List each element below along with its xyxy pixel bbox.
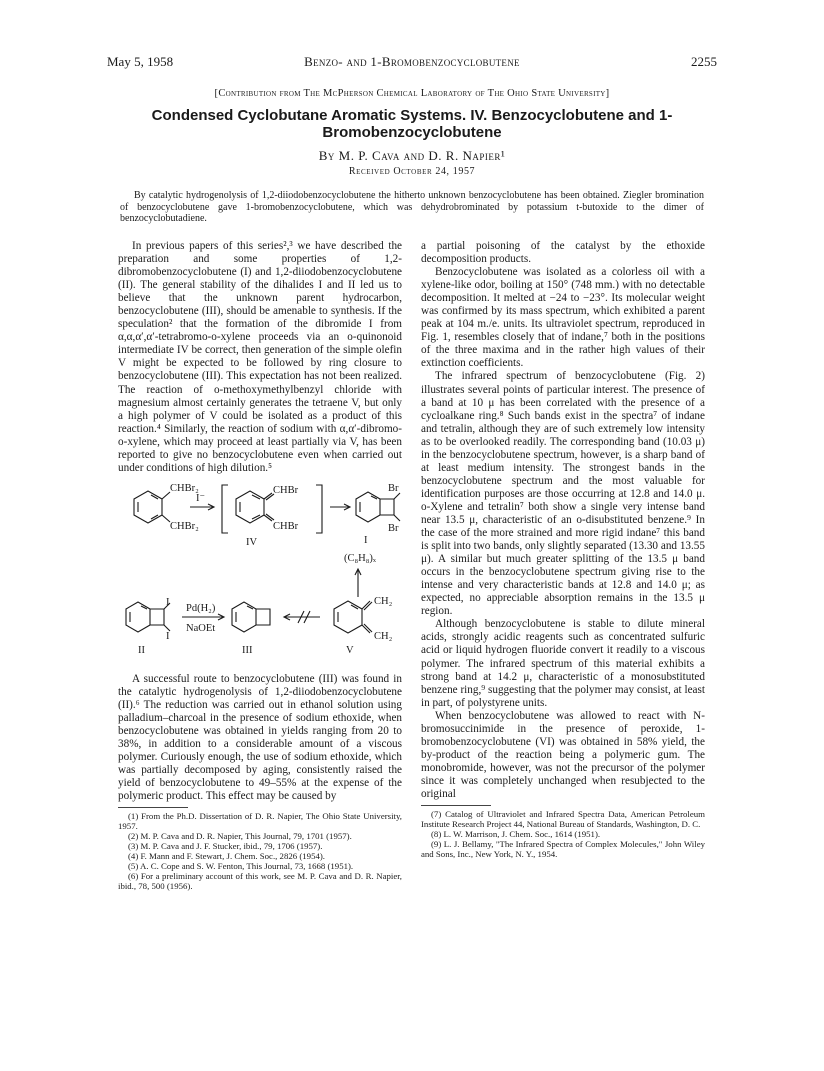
footnote: (2) M. P. Cava and D. R. Napier, This Journal, 79, 1701 (1957).: [128, 831, 352, 842]
article-title: Condensed Cyclobutane Aromatic Systems. IV. Benzocyclobutene and 1-Bromobenzocyclobutene: [151, 107, 673, 141]
compound-label-iv: IV: [246, 536, 258, 548]
compound-label-iii: III: [242, 644, 253, 656]
body-paragraph: The infrared spectrum of benzocyclobutene (Fig. 2) illustrates several points of particular interest. The presence of a band at 10 μ has been correlated with the presence of a cycloalkane ring.⁸ Such bands exist in the spectra⁷ of indane and tetralin, although they are of such extremely low intensity as to be overlooked readily. The corresponding band (10.03 μ) in the benzocyclobutene spectrum, however, is a sharp band of at least medium intensity. The strongest bands in the benzocyclobutene spectrum and the most valuable for identification purposes are those occurring at 12.8 and 14.0 μ. o-Xylene and tetralin⁷ both show a single very intense band near 13.5 μ, characteristic of an o-disubstituted benzene.⁹ In the case of the more strained and more rigid indane⁷ this band is split into two bands, only slightly separated (13.30 and 13.55 μ). A similar but much greater splitting of the 13.5 μ band occurs in the benzocyclobutene spectrum giving rise to the intense and very characteristic bands at 12.8 and 14.0 μ; as expected, no appreciable absorption remains in the 13.5 μ region.: [421, 370, 705, 618]
page-number: 2255: [691, 54, 717, 69]
polymer-formula: (C₈H₈)ₓ: [344, 552, 376, 564]
running-head-date: May 5, 1958: [107, 54, 174, 69]
right-column: [421, 240, 705, 859]
reagent-iodide: I⁻: [196, 492, 206, 504]
footnote: (8) L. W. Marrison, J. Chem. Soc., 1614 (1951).: [431, 829, 601, 840]
compound-label-ii: II: [138, 644, 145, 656]
body-paragraph: When benzocyclobutene was allowed to react with N-bromosuccinimide in the presence of peroxide, 1-bromobenzocyclobutene (VI) was obtained in 58% yield, the by-product of the reaction being a polymeric gum. The monobromide, however, was not the precursor of the polymer since it was completely unchanged when resubjected to the original: [421, 709, 705, 800]
footnote-rule: [421, 805, 491, 806]
footnote: (5) A. C. Cope and S. W. Fenton, This Journal, 73, 1668 (1951).: [128, 861, 354, 872]
reagent-pd-h2: Pd(H₂): [186, 602, 216, 614]
label-iodo-bottom: I: [166, 630, 170, 642]
label-chbr-bottom: CHBr: [273, 520, 299, 532]
label-chbr2-bottom: CHBr₂: [170, 520, 199, 532]
author-byline: By M. P. Cava and D. R. Napier¹: [318, 148, 506, 163]
footnote: (6) For a preliminary account of this work, see M. P. Cava and D. R. Napier, ibid., 78, 500 (1956).: [118, 871, 402, 892]
footnote: (3) M. P. Cava and J. F. Stucker, ibid., 79, 1706 (1957).: [128, 841, 323, 852]
label-iodo-top: I: [166, 596, 170, 608]
body-paragraph: a partial poisoning of the catalyst by the ethoxide decomposition products.: [421, 240, 705, 266]
footnotes-right: [421, 809, 705, 859]
reagent-naoet: NaOEt: [186, 622, 216, 634]
abstract: By catalytic hydrogenolysis of 1,2-diiodobenzocyclobutene the hitherto unknown benzocyclobutene has been obtained. Ziegler bromination of benzocyclobutene gave 1-bromobenzocyclobutene, which was dehydrobrominated by potassium t-butoxide to the dimer of benzocyclobutadiene.: [120, 190, 704, 224]
footnote: (4) F. Mann and F. Stewart, J. Chem. Soc., 2826 (1954).: [128, 851, 325, 862]
reaction-scheme-drawing: [118, 477, 402, 671]
body-paragraph: Benzocyclobutene was isolated as a colorless oil with a xylene-like odor, boiling at 150° (748 mm.) with no detectable decomposition. It melted at −24 to −23°. Its molecular weight was confirmed by its mass spectrum, which exhibited a parent peak at 104 m./e. units. Its ultraviolet spectrum, reproduced in Fig. 1, resembles closely that of indane,⁷ both in the positions of the three maxima and in the rather high values of their extinction coefficients.: [421, 266, 705, 370]
label-chbr-top: CHBr: [273, 484, 299, 496]
body-paragraph: Although benzocyclobutene is stable to dilute mineral acids, strongly acidic reagents such as concentrated sulfuric acid or liquid hydrogen fluoride convert it readily to a viscous polymer. The infrared spectrum of this material exhibits a strong band at 14.2 μ, characteristic of a monosubstituted benzene ring,⁹ suggesting that the polymer may consist, at least in part, of polystyrene units.: [421, 618, 705, 709]
label-chbr2-top: CHBr₂: [170, 482, 199, 494]
label-ch2-top: CH₂: [374, 595, 393, 607]
compound-label-v: V: [346, 644, 354, 656]
body-paragraph: In previous papers of this series²,³ we have described the preparation and some properties of 1,2-dibromobenzocyclobutene (I) and 1,2-diiodobenzocyclobutene (II). The general stability of the dihalides I and II led us to believe that the unknown parent hydrocarbon, benzocyclobutene (III), should be amenable to synthesis. If the speculation² that the formation of the dibromide I from α,α,α′,α′-tetrabromo-o-xylene proceeds via an o-quinonoid intermediate IV be correct, then generation of the simple olefin V might be expected to be followed by ring closure to benzocyclobutene (III). This expectation has not been realized. The reaction of o-methoxymethylbenzyl chloride with magnesium almost certainly generates the tetraene V, but only a high polymer of V could be isolated as a product of this reaction.⁴ Similarly, the reaction of sodium with α,α′-dibromo-o-xylene, which may proceed at least partially via V, has been reported to give no benzocyclobutene even when carried out under conditions of high dilution.⁵: [118, 240, 402, 474]
compound-label-i: I: [364, 534, 368, 546]
footnote: (1) From the Ph.D. Dissertation of D. R. Napier, The Ohio State University, 1957.: [118, 811, 402, 832]
footnote: (9) L. J. Bellamy, "The Infrared Spectra of Complex Molecules," John Wiley and Sons, Inc., New York, N. Y., 1954.: [421, 839, 705, 860]
label-br-top: Br: [388, 482, 399, 494]
running-head-title: Benzo- and 1-Bromobenzocyclobutene: [304, 54, 520, 69]
label-ch2-bottom: CH₂: [374, 630, 393, 642]
label-br-bottom: Br: [388, 522, 399, 534]
running-head: [107, 54, 717, 72]
footnote: (7) Catalog of Ultraviolet and Infrared Spectra Data, American Petroleum Institute Research Project 44, National Bureau of Standards, Washington, D. C.: [421, 809, 705, 830]
footnotes-left: [118, 811, 402, 891]
footnote-rule: [118, 807, 188, 808]
left-column: [118, 240, 402, 891]
body-paragraph: A successful route to benzocyclobutene (III) was found in the catalytic hydrogenolysis of 1,2-diiodobenzocyclobutene (II).⁶ The reduction was carried out in ethanol solution using palladium–charcoal in the presence of sodium ethoxide, when benzocyclobutene was obtained in yields ranging from 20 to 38%, in addition to a considerable amount of a viscous polymer. Curiously enough, the use of sodium ethoxide, which was partially decomposed by aging, consistently raised the yield of benzocyclobutene to 49–55% at the expense of the polymeric product. This effect may be caused by: [118, 672, 402, 803]
reaction-scheme: [118, 477, 402, 671]
contribution-line: [Contribution from The McPherson Chemical Laboratory of The Ohio State University]: [214, 88, 610, 99]
received-date: Received October 24, 1957: [348, 166, 476, 177]
